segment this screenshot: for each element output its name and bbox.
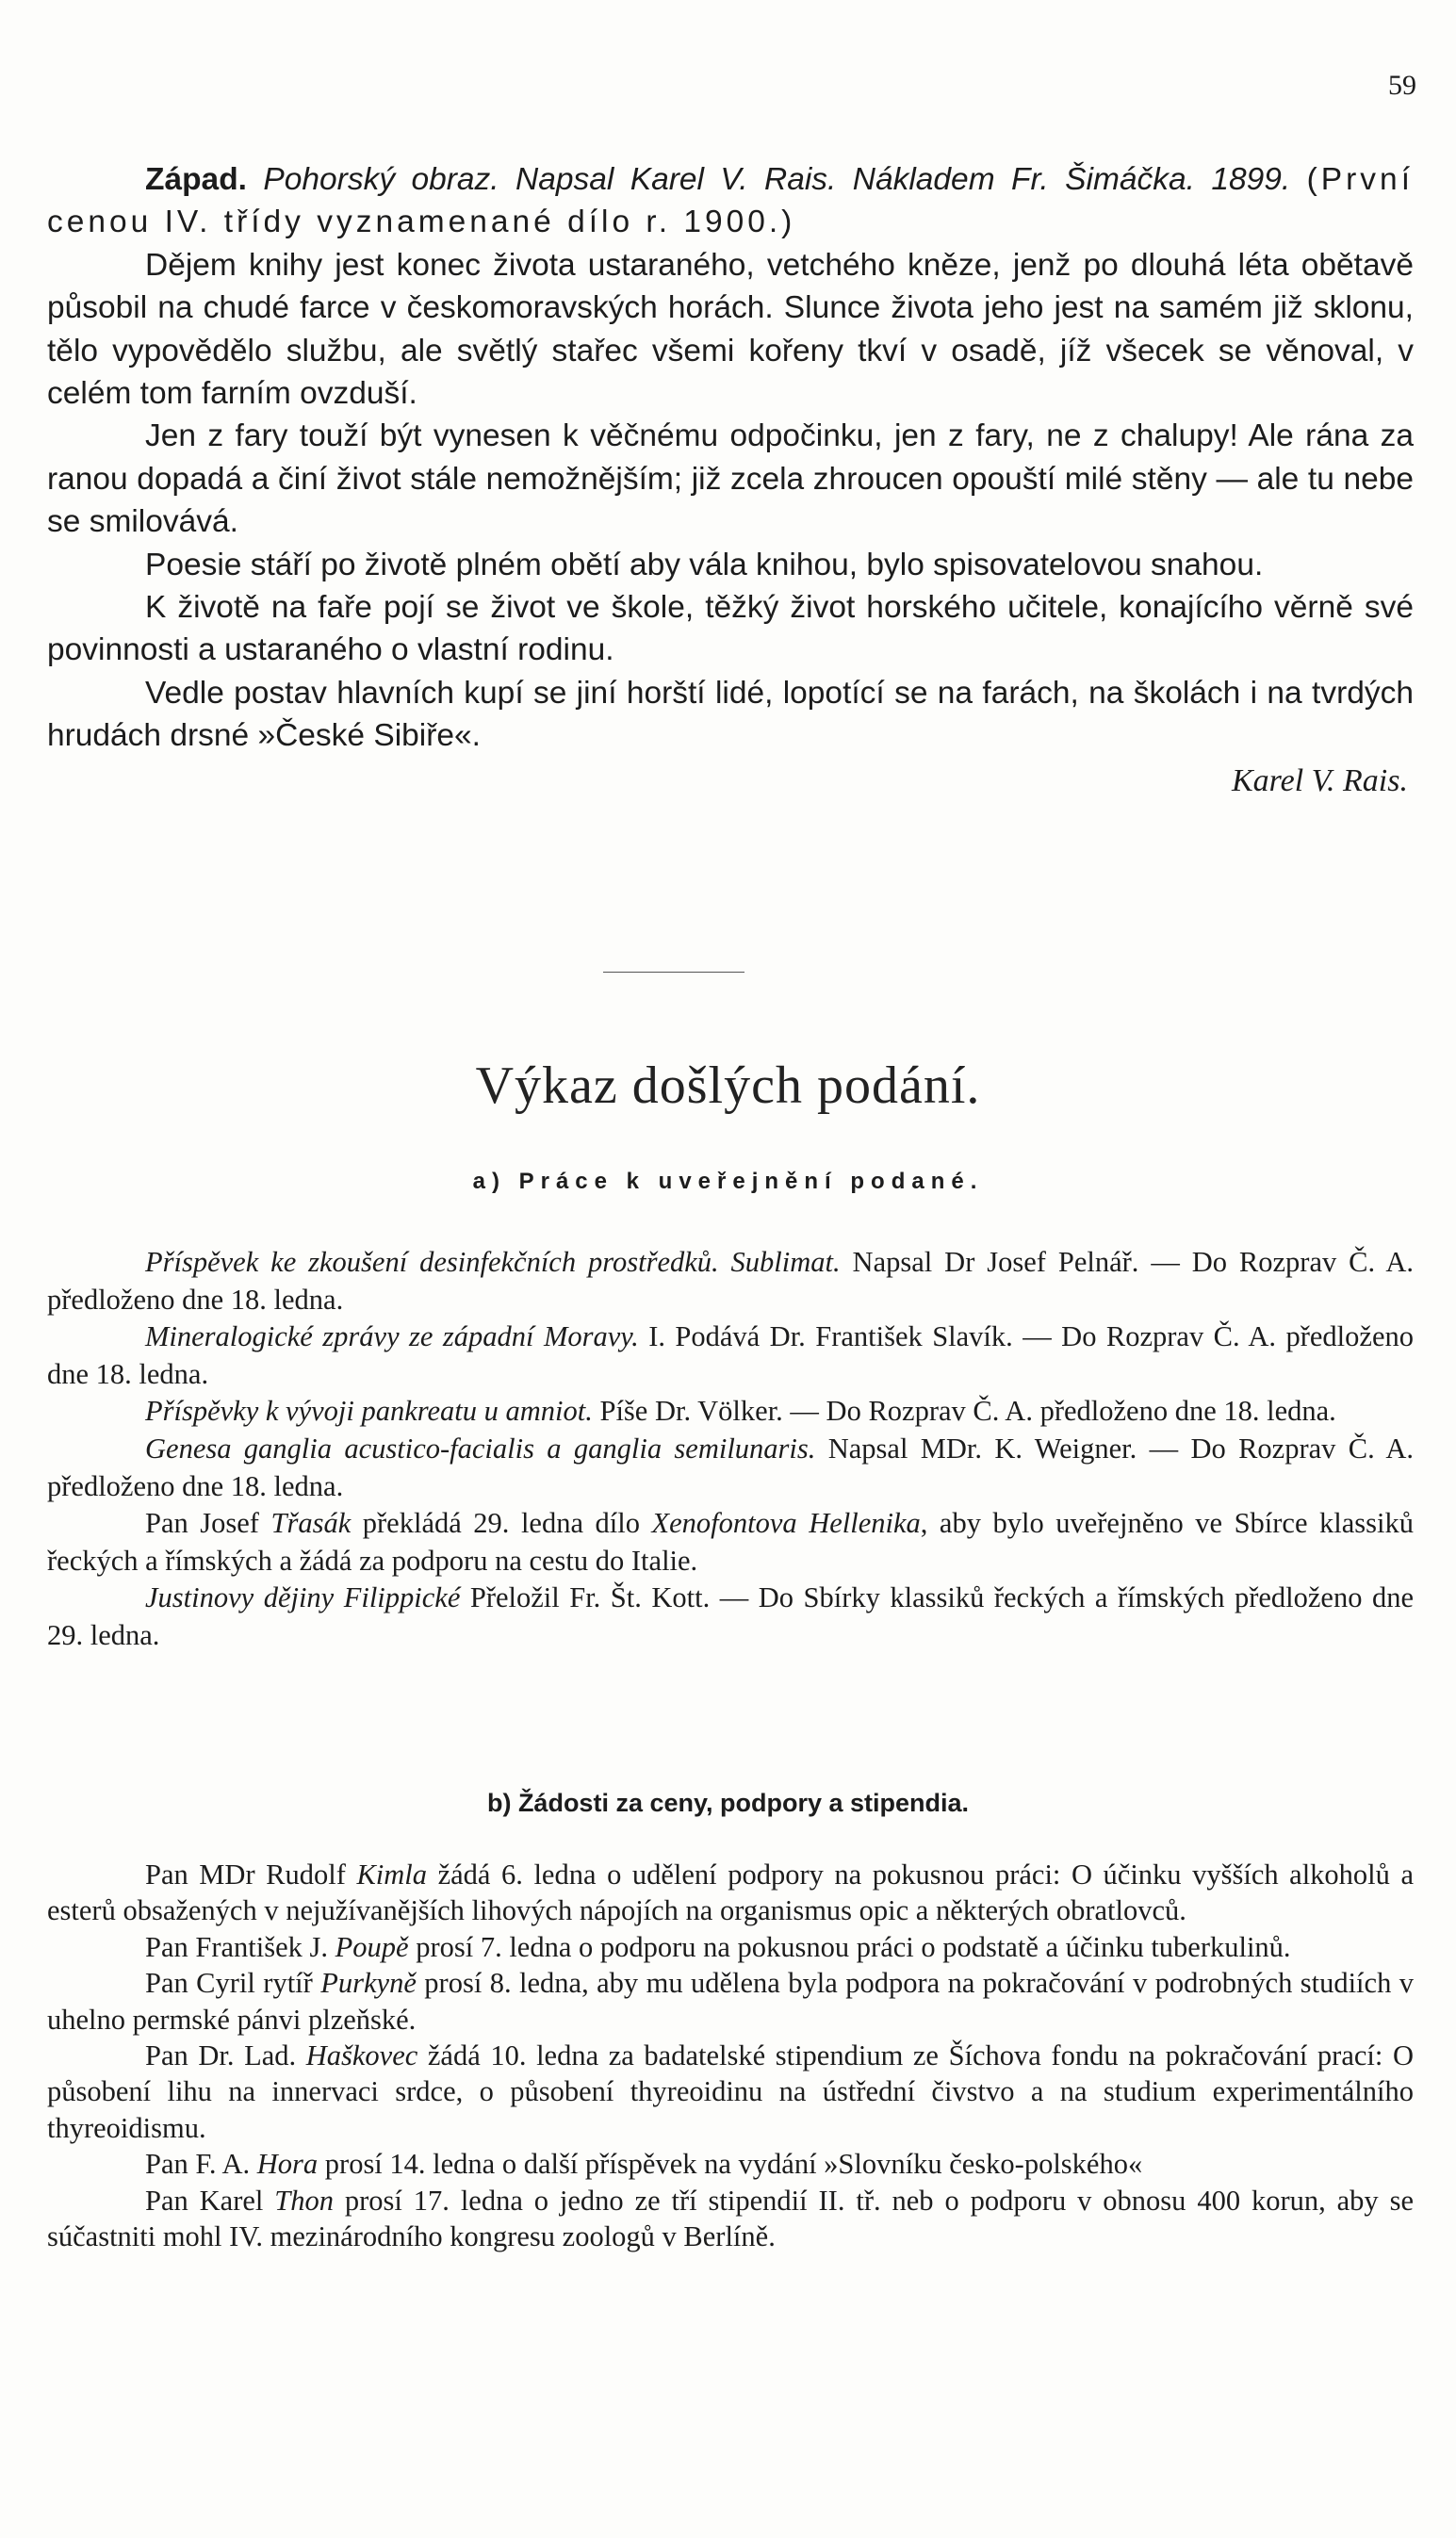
review-paragraph: Poesie stáří po životě plném obětí aby vála knihou, bylo spisovatelovou snahou. bbox=[145, 547, 1264, 582]
list-item bbox=[47, 2038, 1414, 2146]
section-a-title: a) Práce k uveřejnění podané. bbox=[472, 1169, 984, 1194]
section-b-list bbox=[47, 1857, 1414, 2254]
entry-text: překládá 29. ledna dílo bbox=[351, 1507, 652, 1540]
review-paragraph: Dějem knihy jest konec života ustaraného, vetchého kněze, jenž po dlouhá léta obětavě působil na chudé farce v českomoravských horách. Slunce života jeho jest na samém již sklonu, tělo vypovědělo službu, ale světlý stařec všemi kořeny tkví v osadě, jíž všecek se věnoval, v celém tom farním ovzduší. bbox=[47, 247, 1414, 412]
entry-author: Kimla bbox=[356, 1858, 428, 1891]
review-title-italic: Pohorský obraz. Napsal Karel V. Rais. Nákladem Fr. Šimáčka. 1899. bbox=[263, 162, 1291, 197]
section-divider bbox=[603, 972, 744, 973]
list-item bbox=[47, 1431, 1414, 1505]
entry-text: prosí 7. ledna o podporu na pokusnou práci o podstatě a účinku tuberkulinů. bbox=[408, 1930, 1291, 1963]
entry-text: Pan F. A. bbox=[145, 2148, 257, 2181]
entry-text: Pan Cyril rytíř bbox=[145, 1967, 321, 2000]
entry-text: , aby bylo uveřejněno ve Sbírce klassiků řeckých a římských a žádá za podporu na cestu do Italie. bbox=[47, 1507, 1414, 1577]
entry-text: žádá 6. ledna o udělení podpory na pokusnou práci: O účinku vyšších alkoholů a esterů obsažených v nejužívanějších lihových nápojích na organismus opic a některých obratlovců. bbox=[47, 1858, 1414, 1927]
list-item bbox=[47, 2146, 1414, 2182]
entry-title: Příspěvek ke zkoušení desinfekčních prostředků. Sublimat. bbox=[145, 1246, 841, 1278]
entry-title: Xenofontova Hellenika bbox=[651, 1507, 921, 1540]
section-a-list bbox=[47, 1244, 1414, 1655]
entry-text: Napsal Dr Josef Pelnář. — Do Rozprav Č. A. předloženo dne 18. ledna. bbox=[47, 1246, 1415, 1316]
entry-title: Genesa ganglia acustico-facialis a ganglia semilunaris. bbox=[145, 1432, 816, 1465]
list-item bbox=[47, 1244, 1414, 1318]
entry-text: Pan Josef bbox=[145, 1507, 271, 1540]
list-item bbox=[47, 2183, 1414, 2255]
entry-text: prosí 17. ledna o jedno ze tří stipendií II. tř. neb o podporu v obnosu 400 korun, aby se súčastniti mohl IV. mezinárodního kongresu zoologů v Berlíně. bbox=[47, 2184, 1414, 2253]
entry-author: Haškovec bbox=[305, 2039, 418, 2072]
entry-text: Přeložil Fr. Št. Kott. — Do Sbírky klassiků řeckých a římských předloženo dne 29. ledna. bbox=[47, 1581, 1414, 1651]
entry-text: Pan Karel bbox=[145, 2184, 275, 2217]
entry-text: Napsal MDr. K. Weigner. — Do Rozprav Č. A. předloženo dne 18. ledna. bbox=[47, 1432, 1415, 1502]
list-item bbox=[47, 1393, 1414, 1431]
entry-author: Třasák bbox=[270, 1507, 352, 1540]
entry-author: Thon bbox=[274, 2184, 334, 2217]
book-review bbox=[47, 158, 1414, 802]
list-item bbox=[47, 1929, 1414, 1965]
review-signature: Karel V. Rais. bbox=[1231, 762, 1408, 798]
entry-text: Pan František J. bbox=[145, 1930, 335, 1963]
review-title bbox=[47, 158, 1414, 244]
review-paragraph: Vedle postav hlavních kupí se jiní horští lidé, lopotící se na farách, na školách i na tvrdých hrudách drsné »České Sibiře«. bbox=[47, 675, 1414, 754]
page-number: 59 bbox=[1388, 70, 1416, 101]
entry-text: Pan MDr Rudolf bbox=[145, 1858, 357, 1891]
section-b-title: b) Žádosti za ceny, podpory a stipendia. bbox=[486, 1789, 970, 1817]
entry-author: Hora bbox=[256, 2148, 319, 2181]
entry-author: Poupě bbox=[335, 1930, 409, 1963]
entry-title: Justinovy dějiny Filippické bbox=[145, 1581, 461, 1614]
entry-text: I. Podává Dr. František Slavík. — Do Rozprav Č. A. předloženo dne 18. ledna. bbox=[47, 1320, 1414, 1390]
entry-author: Purkyně bbox=[320, 1967, 417, 2000]
entry-text: žádá 10. ledna za badatelské stipendium ze Šíchova fondu na pokračování prací: O působení lihu na innervaci srdce, o působení thyreoidinu na ústřední čivstvo a na studium experimentálního thyreoidismu. bbox=[47, 2039, 1414, 2144]
entry-text: Píše Dr. Völker. — Do Rozprav Č. A. předloženo dne 18. ledna. bbox=[592, 1395, 1336, 1428]
entry-title: Příspěvky k vývoji pankreatu u amniot. bbox=[145, 1395, 593, 1428]
list-item bbox=[47, 1857, 1414, 1929]
review-award-note: (První cenou IV. třídy vyznamenané dílo r. 1900.) bbox=[47, 162, 1415, 240]
entry-title: Mineralogické zprávy ze západní Moravy. bbox=[145, 1320, 639, 1353]
entry-text: prosí 8. ledna, aby mu udělena byla podpora na pokračování v podrobných studiích v uhelno permské pánvi plzeňské. bbox=[47, 1967, 1414, 2036]
list-item bbox=[47, 1580, 1414, 1654]
entry-text: prosí 14. ledna o další příspěvek na vydání »Slovníku česko-polského« bbox=[318, 2148, 1143, 2181]
entry-text: Pan Dr. Lad. bbox=[145, 2039, 306, 2072]
list-item bbox=[47, 1318, 1414, 1393]
list-item bbox=[47, 1505, 1414, 1580]
review-title-bold: Západ. bbox=[145, 162, 247, 197]
list-item bbox=[47, 1965, 1414, 2038]
review-paragraph: Jen z fary touží být vynesen k věčnému odpočinku, jen z fary, ne z chalupy! Ale rána za ranou dopadá a činí život stále nemožnějším; již zcela zhroucen opouští milé stěny — ale tu nebe se smilovává. bbox=[47, 418, 1414, 540]
review-paragraph: K životě na faře pojí se život ve škole, těžký život horského učitele, konajícího věrně své povinnosti a ustaraného o vlastní rodinu. bbox=[47, 590, 1414, 668]
report-heading: Výkaz došlých podání. bbox=[475, 1056, 981, 1115]
